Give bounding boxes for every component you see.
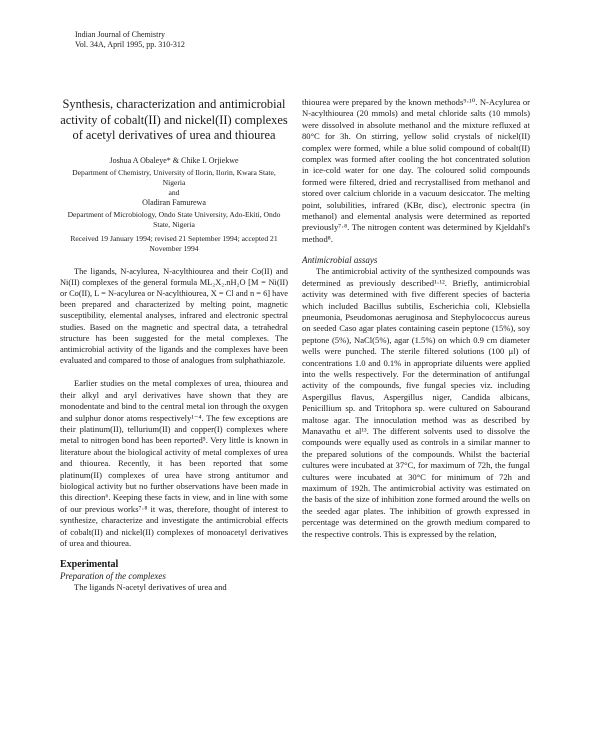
experimental-heading: Experimental bbox=[60, 559, 119, 571]
journal-header bbox=[75, 30, 185, 50]
received-dates: Received 19 January 1994; revised 21 September 1994; accepted 21 November 1994 bbox=[70, 233, 278, 253]
journal-name: Indian Journal of Chemistry bbox=[75, 30, 165, 39]
preparation-heading: Preparation of the complexes bbox=[60, 571, 166, 582]
authors-primary: Joshua A Obaleye* & Chike I. Orjiekwe bbox=[109, 155, 239, 165]
preparation-text-start: The ligands N-acetyl derivatives of urea and bbox=[74, 582, 227, 593]
article-title: Synthesis, characterization and antimicrobial activity of cobalt(II) and nickel(II) complexes of acetyl derivatives of urea and thiourea bbox=[60, 97, 288, 142]
introduction: Earlier studies on the metal complexes of urea, thiourea and their alkyl and aryl derivatives have shown that they are monodentate and bind to the central metal ion through the oxygen and sulphur donor atoms respectively¹⁻⁴. The few exceptions are their platinum(II), tellurium(II) and copper(I) complexes where metal to nitrogen bond has been reported⁵. Very little is known in literature about the biological activity of metal complexes of urea and thiourea. Recently, it has been reported that some platinum(II) complexes of urea have strong antitumor and biological activity but no further observations have been made in this direction⁶. Keeping these facts in view, and in line with some of our previous works⁷·⁸ it was, therefore, thought of interest to synthesize, characterize and investigate the antimicrobial effects of cobalt(II) and nickel(II) complexes of monoacetyl derivatives of urea and thiourea. bbox=[60, 378, 288, 549]
antimicrobial-text: The antimicrobial activity of the synthesized compounds was determined as previously described¹·¹². Briefly, antimicrobial activity was determined with five different species of bacteria which included Bacillus subtilis, Escherichia coli, Klebsiella pneumonia, Pseudomonas aeruginosa and Stephylococcus aureus on seeded Caso agar plates containing casein peptone (15%), soy peptone (5%), NaCl(5%), agar (1.5%) on which 0.9 cm diameter wells were punched. The sterile filtered solutions (100 μl) of concentrations 1.0 and 0.1% in appropriate diluents were applied into the wells respectively. For the determination of antifungal activity of the compounds, five fungal species viz. including Aspergillus flavus, Aspergillus niger, Candida albicans, Penicillium sp. and Tritophora sp. were cultured on Sabourand maltose agar. The innoculation method was as described by Manavathu et al¹³. The different solvents used to dissolve the compounds were equally used as controls in a similar manner to the prepared solutions of the compounds. Whilst the bacterial cultures were incubated at 37°C, for maximum of 72h, the fungal cultures were incubated at 30°C for minimum of 72h and maximum of 192h. The antimicrobial activity was estimated on the basis of the size of inhibition zone formed around the wells on the seeded agar plates. The inhibition of growth expressed in percentage was determined on the growth medium compared to the respective controls. This is expressed by the relation, bbox=[302, 266, 530, 539]
preparation-text-continued: thiourea were prepared by the known methods⁹·¹⁰. N-Acylurea or N-acylthiourea (20 mmols) and metal chloride salts (10 mmols) were dissolved in absolute methanol and the mixture refluxed at 80°C for 3h. On stirring, yellow solid crystals of nickel(II) complex were formed, while a blue solid compound of cobalt(II) complex was formed after cooling the hot concentrated solution in ice-cold water for one day. The coloured solid compounds formed were filtered, dried and recrystallised from methanol and stored over calcium chloride in a vacuum desiccator. The melting point, solubilities, infrared (KBr, disc), electronic spectra (in methanol) and elemental analysis were determined as reported previously⁷·⁸. The nitrogen content was determined by Kjeldahl's method⁸. bbox=[302, 97, 530, 244]
antimicrobial-heading: Antimicrobial assays bbox=[302, 255, 378, 266]
right-column bbox=[302, 97, 530, 540]
journal-citation: Vol. 34A, April 1995, pp. 310-312 bbox=[75, 40, 185, 49]
abstract: The ligands, N-acylurea, N-acylthiourea and their Co(II) and Ni(II) complexes of the general formula ML₂X₂.nH₂O [M = Ni(II) or Co(II), L = N-acylurea or N-acylthiourea, X = Cl and n = 6] have been prepared and characterized by melting point, magnetic susceptibility, elemental analyses, infrared and electronic spectral studies. Based on the magnetic and spectral data, a tetrahedral structure has been suggested for the metal complexes. The antimicrobial activity of the ligands and the complexes have been evaluated and compared to those of analogues from sulphathiazole. bbox=[60, 266, 288, 366]
affiliation-microbiology: Department of Microbiology, Ondo State University, Ado-Ekiti, Ondo State, Nigeria bbox=[67, 209, 281, 229]
author-secondary: Oladiran Famurewa bbox=[142, 197, 206, 207]
and-separator: and bbox=[168, 187, 180, 197]
affiliation-chemistry: Department of Chemistry, University of Ilorin, Ilorin, Kwara State, Nigeria bbox=[72, 167, 276, 187]
left-column bbox=[60, 97, 288, 594]
